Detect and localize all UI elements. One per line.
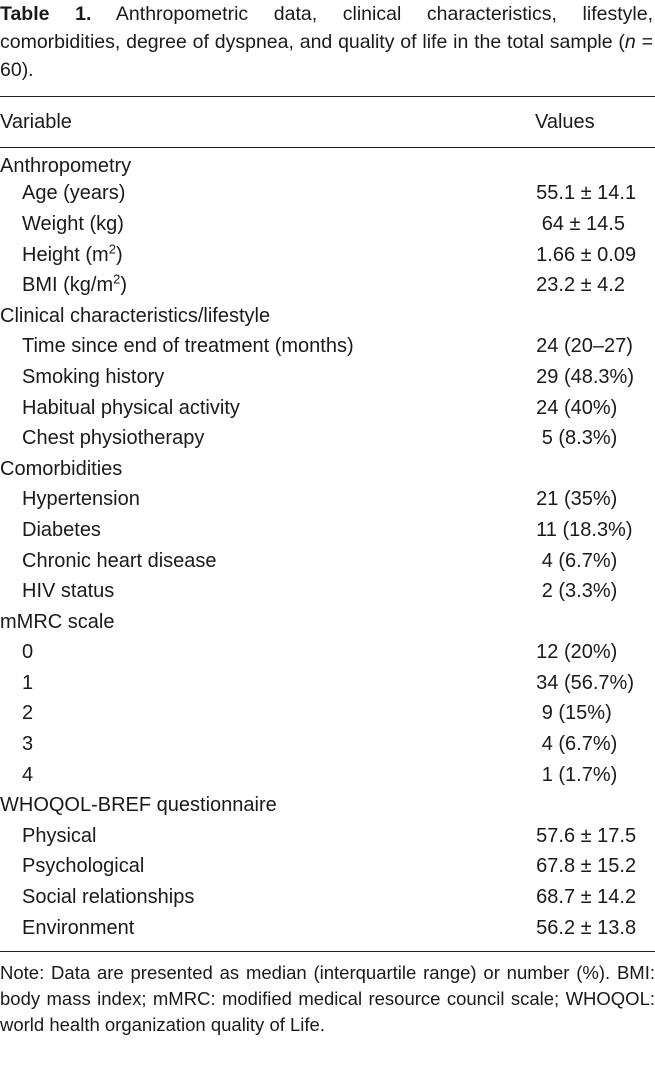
- value-cell: 57.6 ± 17.5: [536, 824, 637, 847]
- table-row: [0, 209, 655, 240]
- value-cell: 12 (20%): [536, 641, 618, 664]
- table-label: Table 1.: [0, 3, 92, 25]
- caption-text: Anthropometric data, clinical characteristics, lifestyle, comorbidities, degree of dyspnea, and quality of life in the total sample (: [0, 3, 653, 53]
- value-cell: 23.2 ± 4.2: [536, 274, 625, 297]
- section-label: WHOQOL-BREF questionnaire: [0, 794, 277, 817]
- section-label: mMRC scale: [0, 610, 115, 633]
- section-row: [0, 790, 655, 821]
- header-row: [0, 97, 655, 147]
- value-cell: [536, 454, 655, 485]
- section-label: Comorbidities: [0, 457, 123, 480]
- value-cell: 56.2 ± 13.8: [536, 916, 637, 939]
- variable-label: Chest physiotherapy: [22, 427, 205, 450]
- table-row: [0, 852, 655, 883]
- table-row: [0, 270, 655, 301]
- section-row: [0, 301, 655, 332]
- table-row: [0, 729, 655, 760]
- value-cell: 67.8 ± 15.2: [536, 855, 637, 878]
- value-cell: 24 (20–27): [536, 335, 633, 358]
- value-cell: [536, 790, 655, 821]
- variable-label: Physical: [22, 824, 97, 847]
- superscript: 2: [113, 271, 121, 287]
- table-note: Note: Data are presented as median (interquartile range) or number (%). BMI: body mass index; mMRC: modified medical resource council scale; WHOQOL: world health organization quality of Life.: [0, 962, 655, 1036]
- value-cell: [536, 301, 655, 332]
- value-cell: 1 (1.7%): [536, 763, 618, 786]
- variable-label: Smoking history: [22, 365, 165, 388]
- value-cell: [536, 607, 655, 638]
- variable-label: Chronic heart disease: [22, 549, 217, 572]
- superscript: 2: [108, 240, 116, 256]
- header-values: Values: [535, 110, 595, 133]
- variable-label: Habitual physical activity: [22, 396, 240, 419]
- table-row: [0, 668, 655, 699]
- table-row: [0, 423, 655, 454]
- table-caption: [0, 0, 655, 84]
- variable-label: Psychological: [22, 855, 145, 878]
- value-cell: 55.1 ± 14.1: [536, 182, 637, 205]
- variable-label: Diabetes: [22, 518, 101, 541]
- variable-label: 0: [22, 641, 34, 664]
- section-row: [0, 148, 655, 179]
- variable-label: Time since end of treatment (months): [22, 335, 354, 358]
- table-row: [0, 393, 655, 424]
- value-cell: 2 (3.3%): [536, 580, 618, 603]
- variable-label: 3: [22, 733, 34, 756]
- table-row: [0, 699, 655, 730]
- header-variable: Variable: [0, 110, 72, 133]
- value-cell: 11 (18.3%): [536, 518, 633, 541]
- table-row: [0, 576, 655, 607]
- table-row: [0, 332, 655, 363]
- table-row: [0, 882, 655, 913]
- variable-label: Age (years): [22, 182, 126, 205]
- table-row: [0, 515, 655, 546]
- variable-label: [0, 240, 536, 271]
- table-row: [0, 821, 655, 852]
- variable-label-suffix: ): [115, 243, 123, 266]
- value-cell: 5 (8.3%): [536, 427, 618, 450]
- variable-label-text: BMI (kg/m: [22, 274, 114, 297]
- variable-label: 4: [22, 763, 34, 786]
- table-row: [0, 638, 655, 669]
- variable-label-text: Height (m: [22, 243, 109, 266]
- value-cell: 64 ± 14.5: [536, 212, 625, 235]
- variable-label: 1: [22, 671, 34, 694]
- variable-label: Weight (kg): [22, 212, 124, 235]
- section-label: Anthropometry: [0, 154, 132, 177]
- value-cell: 34 (56.7%): [536, 671, 634, 694]
- variable-label: Social relationships: [22, 886, 195, 909]
- variable-label-suffix: ): [120, 274, 128, 297]
- value-cell: 9 (15%): [536, 702, 612, 725]
- value-cell: 4 (6.7%): [536, 549, 618, 572]
- caption-n-symbol: n: [624, 31, 636, 53]
- table-row: [0, 485, 655, 516]
- section-row: [0, 454, 655, 485]
- data-table-body: [0, 148, 655, 943]
- table-row: [0, 546, 655, 577]
- variable-label: 2: [22, 702, 34, 725]
- variable-label: [0, 270, 536, 301]
- variable-label: Environment: [22, 916, 135, 939]
- section-row: [0, 607, 655, 638]
- value-cell: 24 (40%): [536, 396, 618, 419]
- value-cell: [536, 148, 655, 179]
- table-row: [0, 240, 655, 271]
- value-cell: 68.7 ± 14.2: [536, 886, 637, 909]
- table-row: [0, 760, 655, 791]
- value-cell: 29 (48.3%): [536, 365, 634, 388]
- variable-label: HIV status: [22, 580, 115, 603]
- data-table: [0, 97, 655, 147]
- table-body: [0, 148, 655, 943]
- variable-label: Hypertension: [22, 488, 140, 511]
- value-cell: 4 (6.7%): [536, 733, 618, 756]
- value-cell: 1.66 ± 0.09: [536, 243, 637, 266]
- table-row: [0, 362, 655, 393]
- caption-text-end: = 60).: [0, 31, 653, 81]
- value-cell: 21 (35%): [536, 488, 618, 511]
- table-row: [0, 179, 655, 210]
- table-row: [0, 913, 655, 944]
- section-label: Clinical characteristics/lifestyle: [0, 304, 271, 327]
